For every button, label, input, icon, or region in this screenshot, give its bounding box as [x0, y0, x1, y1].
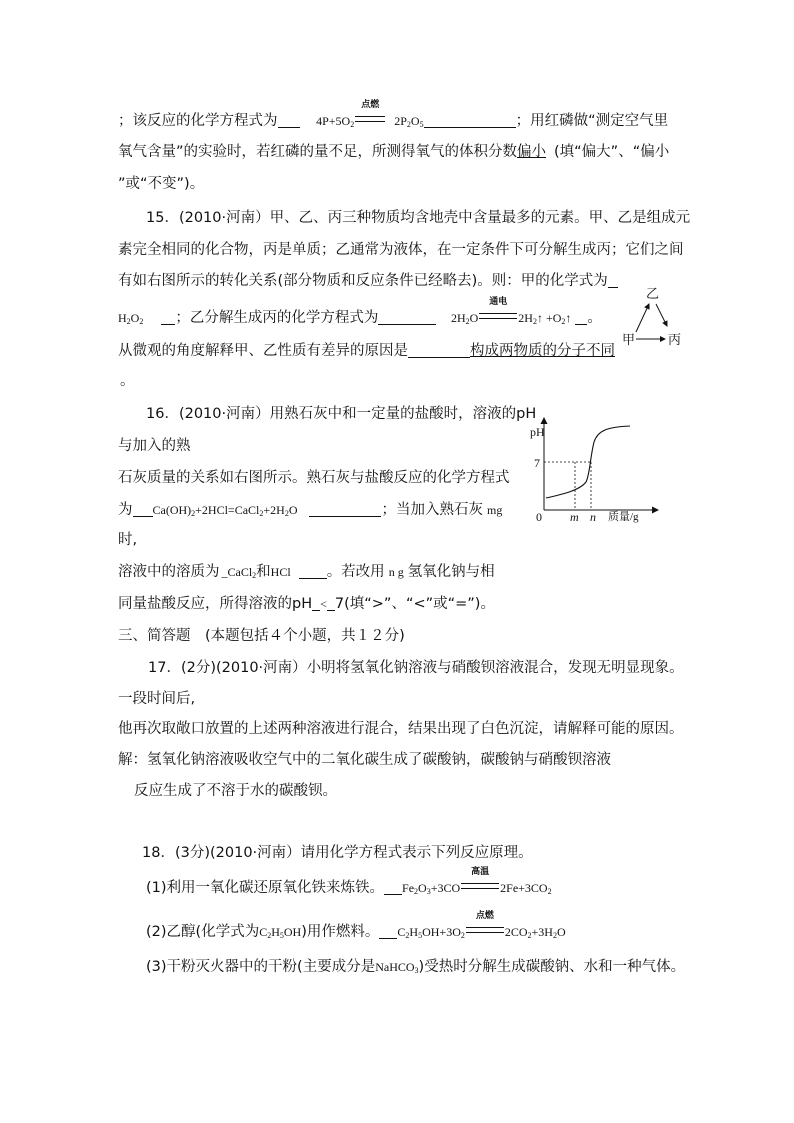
q15-line3: 有如右图所示的转化关系(部分物质和反应条件已经略去)。则：甲的化学式为	[118, 271, 618, 291]
answer-blank	[384, 879, 402, 895]
q15-line6: 。	[120, 373, 135, 389]
q18-part3: (3)干粉灭火器中的干粉(主要成分是NaHCO$_3$)受热时分解生成碳酸钠、水和一种气体。	[146, 959, 686, 975]
arrow-yi-bing	[656, 304, 667, 326]
q15-line1: 15．(2010·河南）甲、乙、丙三种物质均含地壳中含量最多的元素。甲、乙是组成元	[146, 210, 691, 226]
q14-line3: ”或“不变”)。	[118, 176, 205, 192]
reaction-condition-sign: 点燃	[465, 922, 505, 942]
q16-line7: 同量盐酸反应，所得溶液的pH < 7(填“>”、“<”或“=”)。	[118, 596, 495, 612]
q14-line2: 氧气含量”的实验时，若红磷的量不足，所测得氧气的体积分数偏小 (填“偏大”、“偏小	[118, 144, 670, 160]
node-bing: 丙	[668, 332, 682, 347]
answer-blank	[575, 309, 587, 325]
section-heading: 三、简答题 (本题包括４个小题，共１２分)	[118, 628, 405, 644]
answer-blank	[161, 309, 175, 325]
answer-blank	[312, 595, 320, 611]
q17-line2: 一段时间后,	[118, 691, 196, 707]
q16-line6: 溶液中的溶质为 _CaCl$_2$和HCl 。若改用 n g 氢氧化钠与相	[118, 564, 495, 580]
reaction-condition-sign: 高温	[460, 878, 500, 898]
q16-line3: 石灰质量的关系如右图所示。熟石灰与盐酸反应的化学方程式	[118, 470, 510, 486]
q18-line1: 18．(3分)(2010·河南）请用化学方程式表示下列反应原理。	[142, 845, 533, 861]
q14-equation: $4P+5O_2$ 点燃 $2P_2O_5$	[316, 99, 424, 129]
q16-answer: <	[320, 597, 327, 611]
y-axis-label: pH	[530, 425, 545, 439]
answer-blank	[299, 563, 327, 579]
q18-part2: (2)乙醇(化学式为$C_2H_5OH$)用作燃料。 $C_2H_5OH+3O_2$ 点燃 $2CO_2+3H_2O$	[146, 910, 566, 940]
answer-blank	[379, 923, 397, 939]
q16-line2: 与加入的熟	[118, 438, 191, 454]
q16-line1: 16．(2010·河南）用熟石灰中和一定量的盐酸时，溶液的pH	[146, 406, 537, 422]
answer-blank	[408, 342, 470, 358]
reaction-condition-sign: 点燃	[354, 111, 386, 131]
answer-blank	[378, 309, 436, 325]
q18-part1: (1)利用一氧化碳还原氧化铁来炼铁。 $Fe_2O_3+3CO$ 高温 $2Fe+3CO_2$	[146, 866, 552, 896]
q15-equation: $2H_2O$ 通电 $2H_2↑$ $+O_2↑$	[450, 296, 572, 326]
q17-line1: 17．(2分)(2010·河南）小明将氢氧化钠溶液与硝酸钡溶液混合，发现无明显现象。	[148, 660, 684, 676]
q14-text: ；用红磷做“测定空气里	[515, 113, 669, 129]
q15-line5: 从微观的角度解释甲、乙性质有差异的原因是 构成两物质的分子不同	[118, 343, 615, 359]
origin-label: 0	[536, 510, 542, 524]
answer-blank	[327, 595, 335, 611]
sodium-bicarbonate-formula: NaHCO$_3$	[375, 960, 419, 975]
x-tick-label-m: m	[570, 510, 579, 524]
q18-part2-equation: $C_2H_5OH+3O_2$ 点燃 $2CO_2+3H_2O$	[397, 910, 566, 940]
q17-answer-line1: 解：氢氧化钠溶液吸收空气中的二氧化碳生成了碳酸钠，碳酸钠与硝酸钡溶液	[118, 752, 611, 768]
node-yi: 乙	[646, 286, 660, 301]
y-tick-label-7: 7	[534, 456, 540, 470]
answer-blank	[278, 112, 300, 128]
q16-line5: 时,	[118, 532, 138, 548]
q16-answer-solute: _CaCl$_2$	[221, 565, 257, 580]
q16-line4: 为 $Ca(OH)_2+2HCl=CaCl_2+2H_2O$ ；当加入熟石灰 mg	[118, 502, 503, 518]
q17-line3: 他再次取敞口放置的上述两种溶液进行混合，结果出现了白色沉淀，请解释可能的原因。	[118, 721, 684, 737]
q15-line4: $H_2O_2$ ；乙分解生成丙的化学方程式为 $2H_2O$ 通电 $2H_2↑$ $+O_2↑$ 。	[118, 296, 602, 326]
q15-line2: 素完全相同的化合物，丙是单质；乙通常为液体，在一定条件下可分解生成丙；它们之间	[118, 242, 684, 258]
x-axis-label: 质量/g	[608, 511, 639, 523]
q15-answer: 构成两物质的分子不同	[470, 343, 615, 359]
answer-blank	[309, 501, 381, 517]
ph-chart-svg	[528, 412, 666, 524]
reaction-condition-sign: 通电	[478, 308, 518, 328]
node-jia: 甲	[622, 332, 636, 347]
q18-part1-equation: $Fe_2O_3+3CO$ 高温 $2Fe+3CO_2$	[402, 866, 552, 896]
q14-line1	[118, 99, 669, 135]
arrow-jia-yi	[636, 304, 649, 332]
transformation-diagram	[616, 282, 688, 354]
ethanol-formula: $C_2H_5OH$	[259, 925, 302, 940]
answer-blank	[424, 112, 516, 128]
x-tick-label-n: n	[590, 510, 596, 524]
q15-answer-formula: $H_2O_2$	[118, 311, 144, 326]
q17-answer-line2: 反应生成了不溶于水的碳酸钡。	[134, 783, 337, 799]
q14-text: ；该反应的化学方程式为	[118, 113, 278, 129]
q14-answer: 偏小	[517, 144, 547, 160]
q16-answer-equation: $Ca(OH)_2+2HCl=CaCl_2+2H_2O$	[152, 503, 298, 518]
ph-chart	[528, 412, 666, 524]
answer-blank	[133, 501, 153, 517]
